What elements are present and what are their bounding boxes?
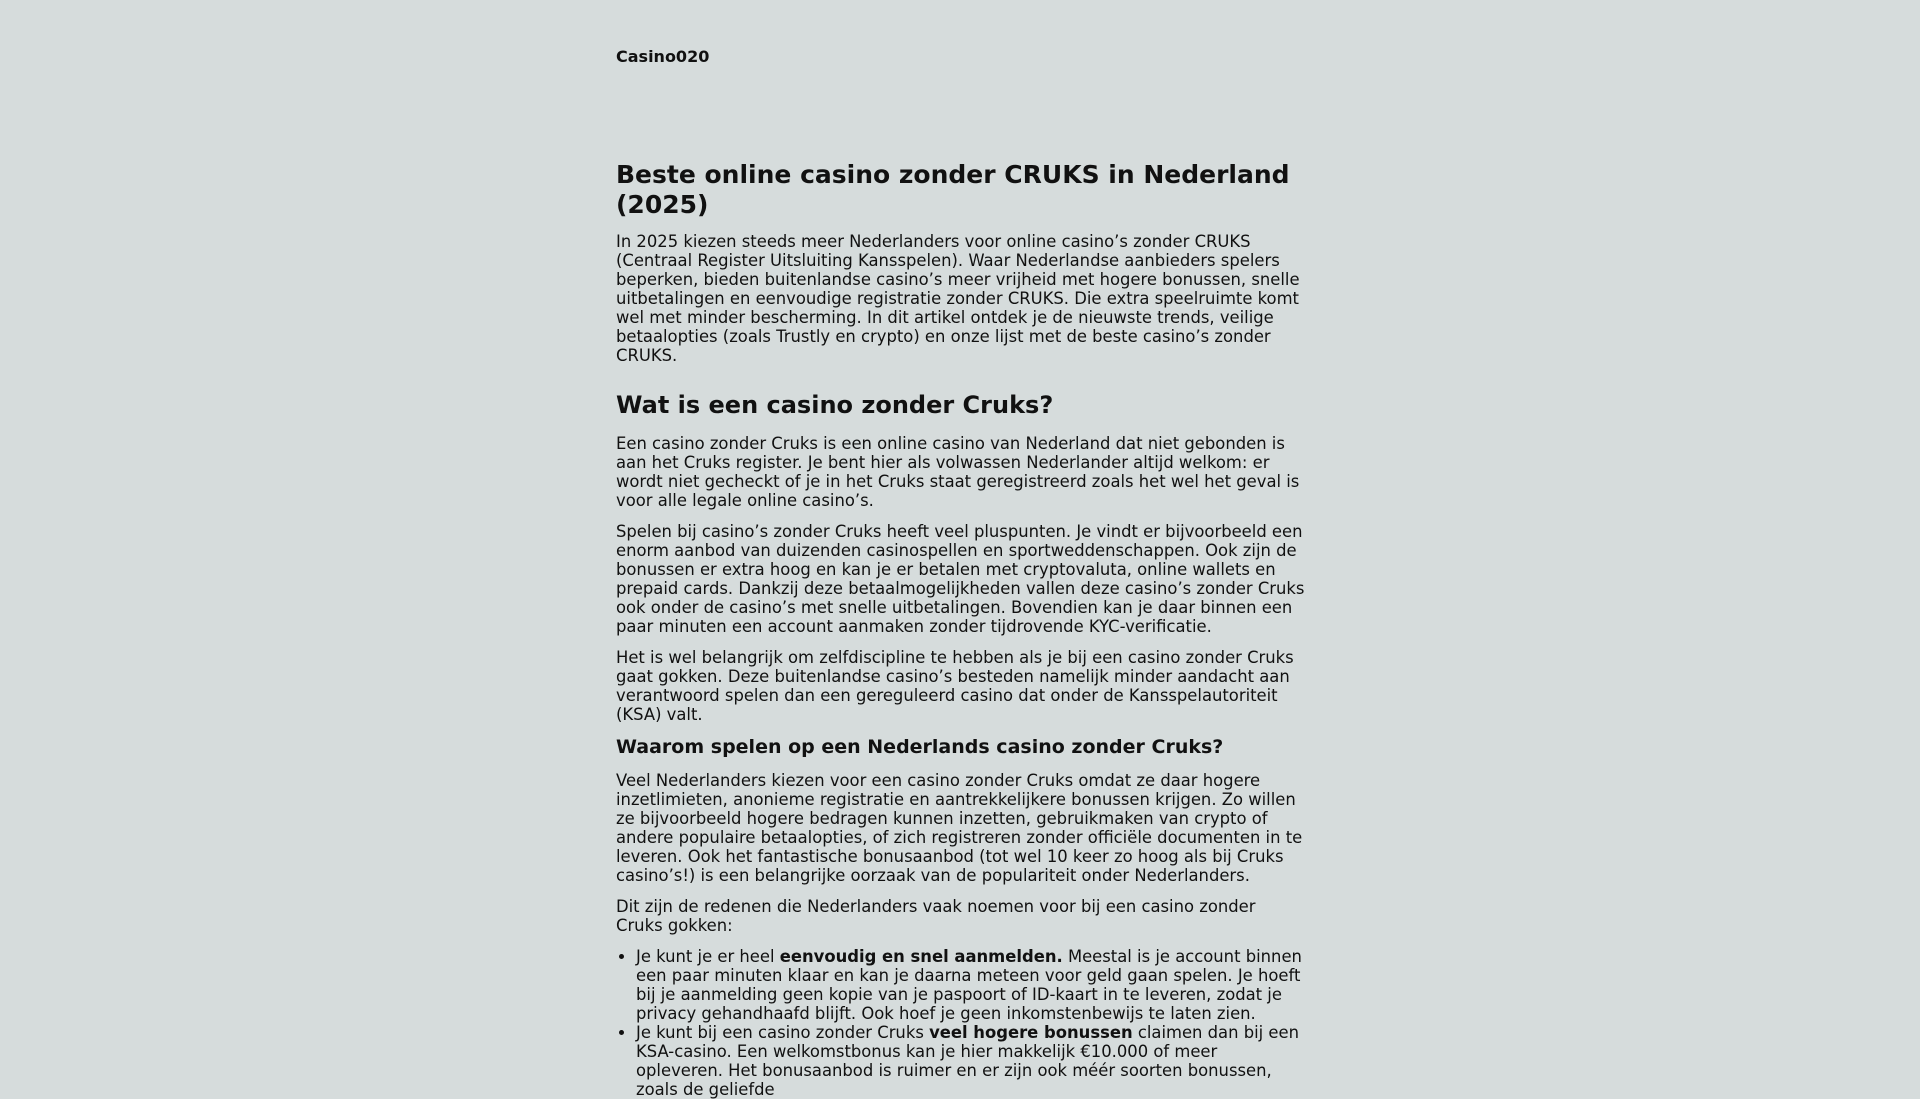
why-play-paragraph-1: Veel Nederlanders kiezen voor een casino zonder Cruks omdat ze daar hogere inzetlimieten, anonieme registratie en aantrekkelijkere bonussen krijgen. Zo willen ze bijvoorbeeld hogere bedragen kunnen inzetten, gebruikmaken van crypto of andere populaire betaalopties, of zich registreren zonder officiële documenten in te leveren. Ook het fantastische bonusaanbod (tot wel 10 keer zo hoog als bij Cruks casino’s!) is een belangrijke oorzaak van de populariteit onder Nederlanders.	[616, 771, 1303, 885]
reason-highlight: eenvoudig en snel aanmelden.	[779, 947, 1063, 966]
list-item	[636, 1023, 1306, 1099]
article-title: Beste online casino zonder CRUKS in Nederland (2025)	[616, 160, 1290, 219]
section-heading-what-is: Wat is een casino zonder Cruks?	[616, 391, 1054, 419]
what-is-paragraph-3: Het is wel belangrijk om zelfdiscipline te hebben als je bij een casino zonder Cruks gaat gokken. Deze buitenlandse casino’s besteden namelijk minder aandacht aan verantwoord spelen dan een gereguleerd casino dat onder de Kansspelautoriteit (KSA) valt.	[616, 648, 1294, 724]
intro-paragraph: In 2025 kiezen steeds meer Nederlanders voor online casino’s zonder CRUKS (Centraal Register Uitsluiting Kansspelen). Waar Nederlandse aanbieders spelers beperken, bieden buitenlandse casino’s meer vrijheid met hogere bonussen, snelle uitbetalingen en eenvoudige registratie zonder CRUKS. Die extra speelruimte komt wel met minder bescherming. In dit artikel ontdek je de nieuwste trends, veilige betaalopties (zoals Trustly en crypto) en onze lijst met de beste casino’s zonder CRUKS.	[616, 232, 1300, 365]
list-item	[636, 947, 1306, 1023]
reason-text-before: Je kunt bij een casino zonder Cruks	[636, 1023, 930, 1042]
reason-text-before: Je kunt je er heel	[636, 947, 780, 966]
reason-text-after: claimen dan bij een KSA-casino. Een welkomstbonus kan je hier makkelijk €10.000 of meer opleveren. Het bonusaanbod is ruimer en er zijn ook méér soorten bonussen, zoals de geliefde	[636, 1023, 1299, 1099]
what-is-paragraph-1: Een casino zonder Cruks is een online casino van Nederland dat niet gebonden is aan het Cruks register. Je bent hier als volwassen Nederlander altijd welkom: er wordt niet gecheckt of je in het Cruks staat geregistreerd zoals het wel het geval is voor alle legale online casino’s.	[616, 434, 1300, 510]
what-is-paragraph-2: Spelen bij casino’s zonder Cruks heeft veel pluspunten. Je vindt er bijvoorbeeld een enorm aanbod van duizenden casinospellen en sportweddenschappen. Ook zijn de bonussen er extra hoog en kan je er betalen met cryptovaluta, online wallets en prepaid cards. Dankzij deze betaalmogelijkheden vallen deze casino’s zonder Cruks ook onder de casino’s met snelle uitbetalingen. Bovendien kan je daar binnen een paar minuten een account aanmaken zonder tijdrovende KYC-verificatie.	[616, 522, 1305, 636]
reason-highlight: veel hogere bonussen	[929, 1023, 1133, 1042]
section-heading-why-play: Waarom spelen op een Nederlands casino zonder Cruks?	[616, 736, 1224, 758]
article	[616, 160, 1306, 1099]
reasons-list	[616, 947, 1306, 1099]
reason-text-after: Meestal is je account binnen een paar minuten klaar en kan je daarna meteen voor geld gaan spelen. Je hoeft bij je aanmelding geen kopie van je paspoort of ID-kaart in te leveren, zodat je privacy gehandhaafd blijft. Ook hoef je geen inkomstenbewijs te laten zien.	[636, 947, 1302, 1023]
why-play-paragraph-2: Dit zijn de redenen die Nederlanders vaak noemen voor bij een casino zonder Cruks gokken:	[616, 897, 1256, 935]
site-title-link[interactable]: Casino020	[616, 47, 710, 66]
